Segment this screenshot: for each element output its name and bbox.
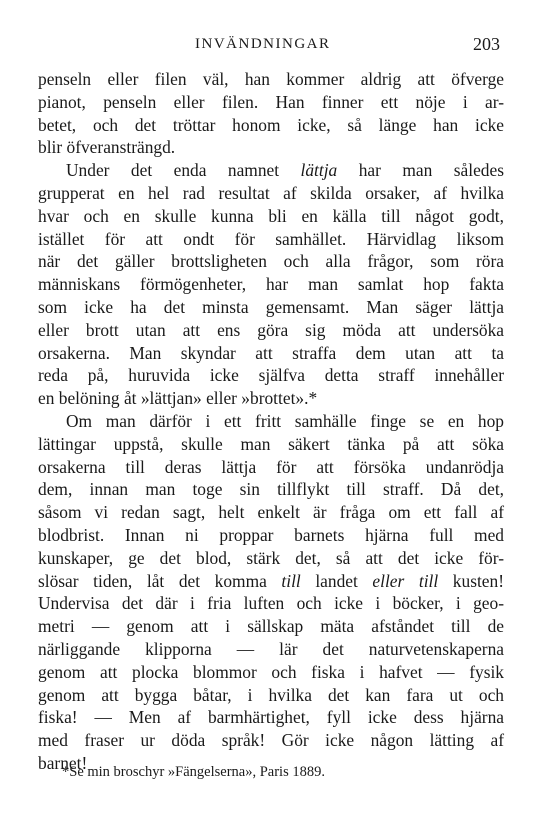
text-line: penseln eller filen väl, han kommer aldrig att öfverge <box>38 69 504 89</box>
text-line: Undervisa det där i fria luften och icke i böcker, i geo- <box>38 593 504 614</box>
text-line: hvar och en skulle kunna bli en källa till något godt, <box>38 205 504 226</box>
text-line: blodbrist. Innan ni proppar barnets hjärna full med <box>38 524 504 545</box>
text-line: som icke ha det minsta gemensamt. Man säger lättja <box>38 296 504 317</box>
text-line: metri — genom att i sällskap mäta afståndet till de <box>38 616 504 637</box>
text-line: närliggande klipporna — lär det naturvetenskaperna <box>38 638 504 659</box>
text-line: genom att bygga båtar, i hvilka det kan fara ut och <box>38 684 504 705</box>
text-line: kunskaper, ge det blod, stärk det, så att det icke för- <box>38 547 504 568</box>
text-line: barnet! <box>38 752 88 773</box>
italic-word: till <box>281 570 301 591</box>
italic-word: eller <box>372 570 405 591</box>
text-line: pianot, penseln eller filen. Han finner ett nöje i ar- <box>38 91 504 112</box>
text-line: Om man därför i ett fritt samhälle finge se en hop <box>66 410 504 431</box>
text-line: dem, innan man toge sin tillflykt till straff. Då det, <box>38 479 504 500</box>
text-line: när det gäller brottsligheten och alla frågor, som röra <box>38 251 504 272</box>
text-line: betet, och det tröttar honom icke, så länge han icke <box>38 114 504 135</box>
text-line: fiska! — Men af barmhärtighet, fyll icke dess hjärna <box>38 707 504 728</box>
text-line: istället för att ondt för samhället. Härvidlag liksom <box>38 228 504 249</box>
text-line: grupperat en hel rad resultat af skilda orsaker, af hvilka <box>38 182 504 203</box>
text-run: kusten! <box>438 570 504 591</box>
italic-word: lättja <box>300 160 338 181</box>
text-line: såsom vi redan sagt, helt enkelt är fråga om ett fall af <box>38 502 504 523</box>
footnote: *Se min broschyr »Fängelserna», Paris 1889. <box>62 764 325 780</box>
text-line: reda på, huruvida icke själfva detta straff innehåller <box>38 365 504 386</box>
page-number: 203 <box>473 34 500 54</box>
text-line: människans förmögenheter, har man samlat hop fakta <box>38 274 504 295</box>
running-title: INVÄNDNINGAR <box>195 36 331 52</box>
text-run: Under det enda namnet <box>66 160 301 181</box>
text-line: eller brott utan att ens göra sig möda att undersöka <box>38 319 504 340</box>
text-run: landet <box>300 570 373 591</box>
text-line <box>38 159 504 182</box>
running-head <box>40 36 500 58</box>
text-line: med fraser ur döda språk! Gör icke någon lätting af <box>38 730 504 751</box>
text-line <box>38 570 504 593</box>
text-line: orsakerna. Man skyndar att straffa dem utan att ta <box>38 342 504 363</box>
text-line: orsakerna till deras lättja för att försöka undanrödja <box>38 456 504 477</box>
italic-word: till <box>418 570 439 591</box>
body-text <box>38 68 504 775</box>
text-line: en belöning åt »lättjan» eller »brottet».* <box>38 388 318 409</box>
text-run: slösar tiden, låt det komma <box>38 570 282 591</box>
text-line: genom att plocka blommor och fiska i hafvet — fysik <box>38 661 504 682</box>
text-line: blir öfveransträngd. <box>38 137 176 158</box>
text-run: har man således <box>337 160 504 181</box>
text-line: lättingar uppstå, skulle man säkert tänka på att söka <box>38 433 504 454</box>
